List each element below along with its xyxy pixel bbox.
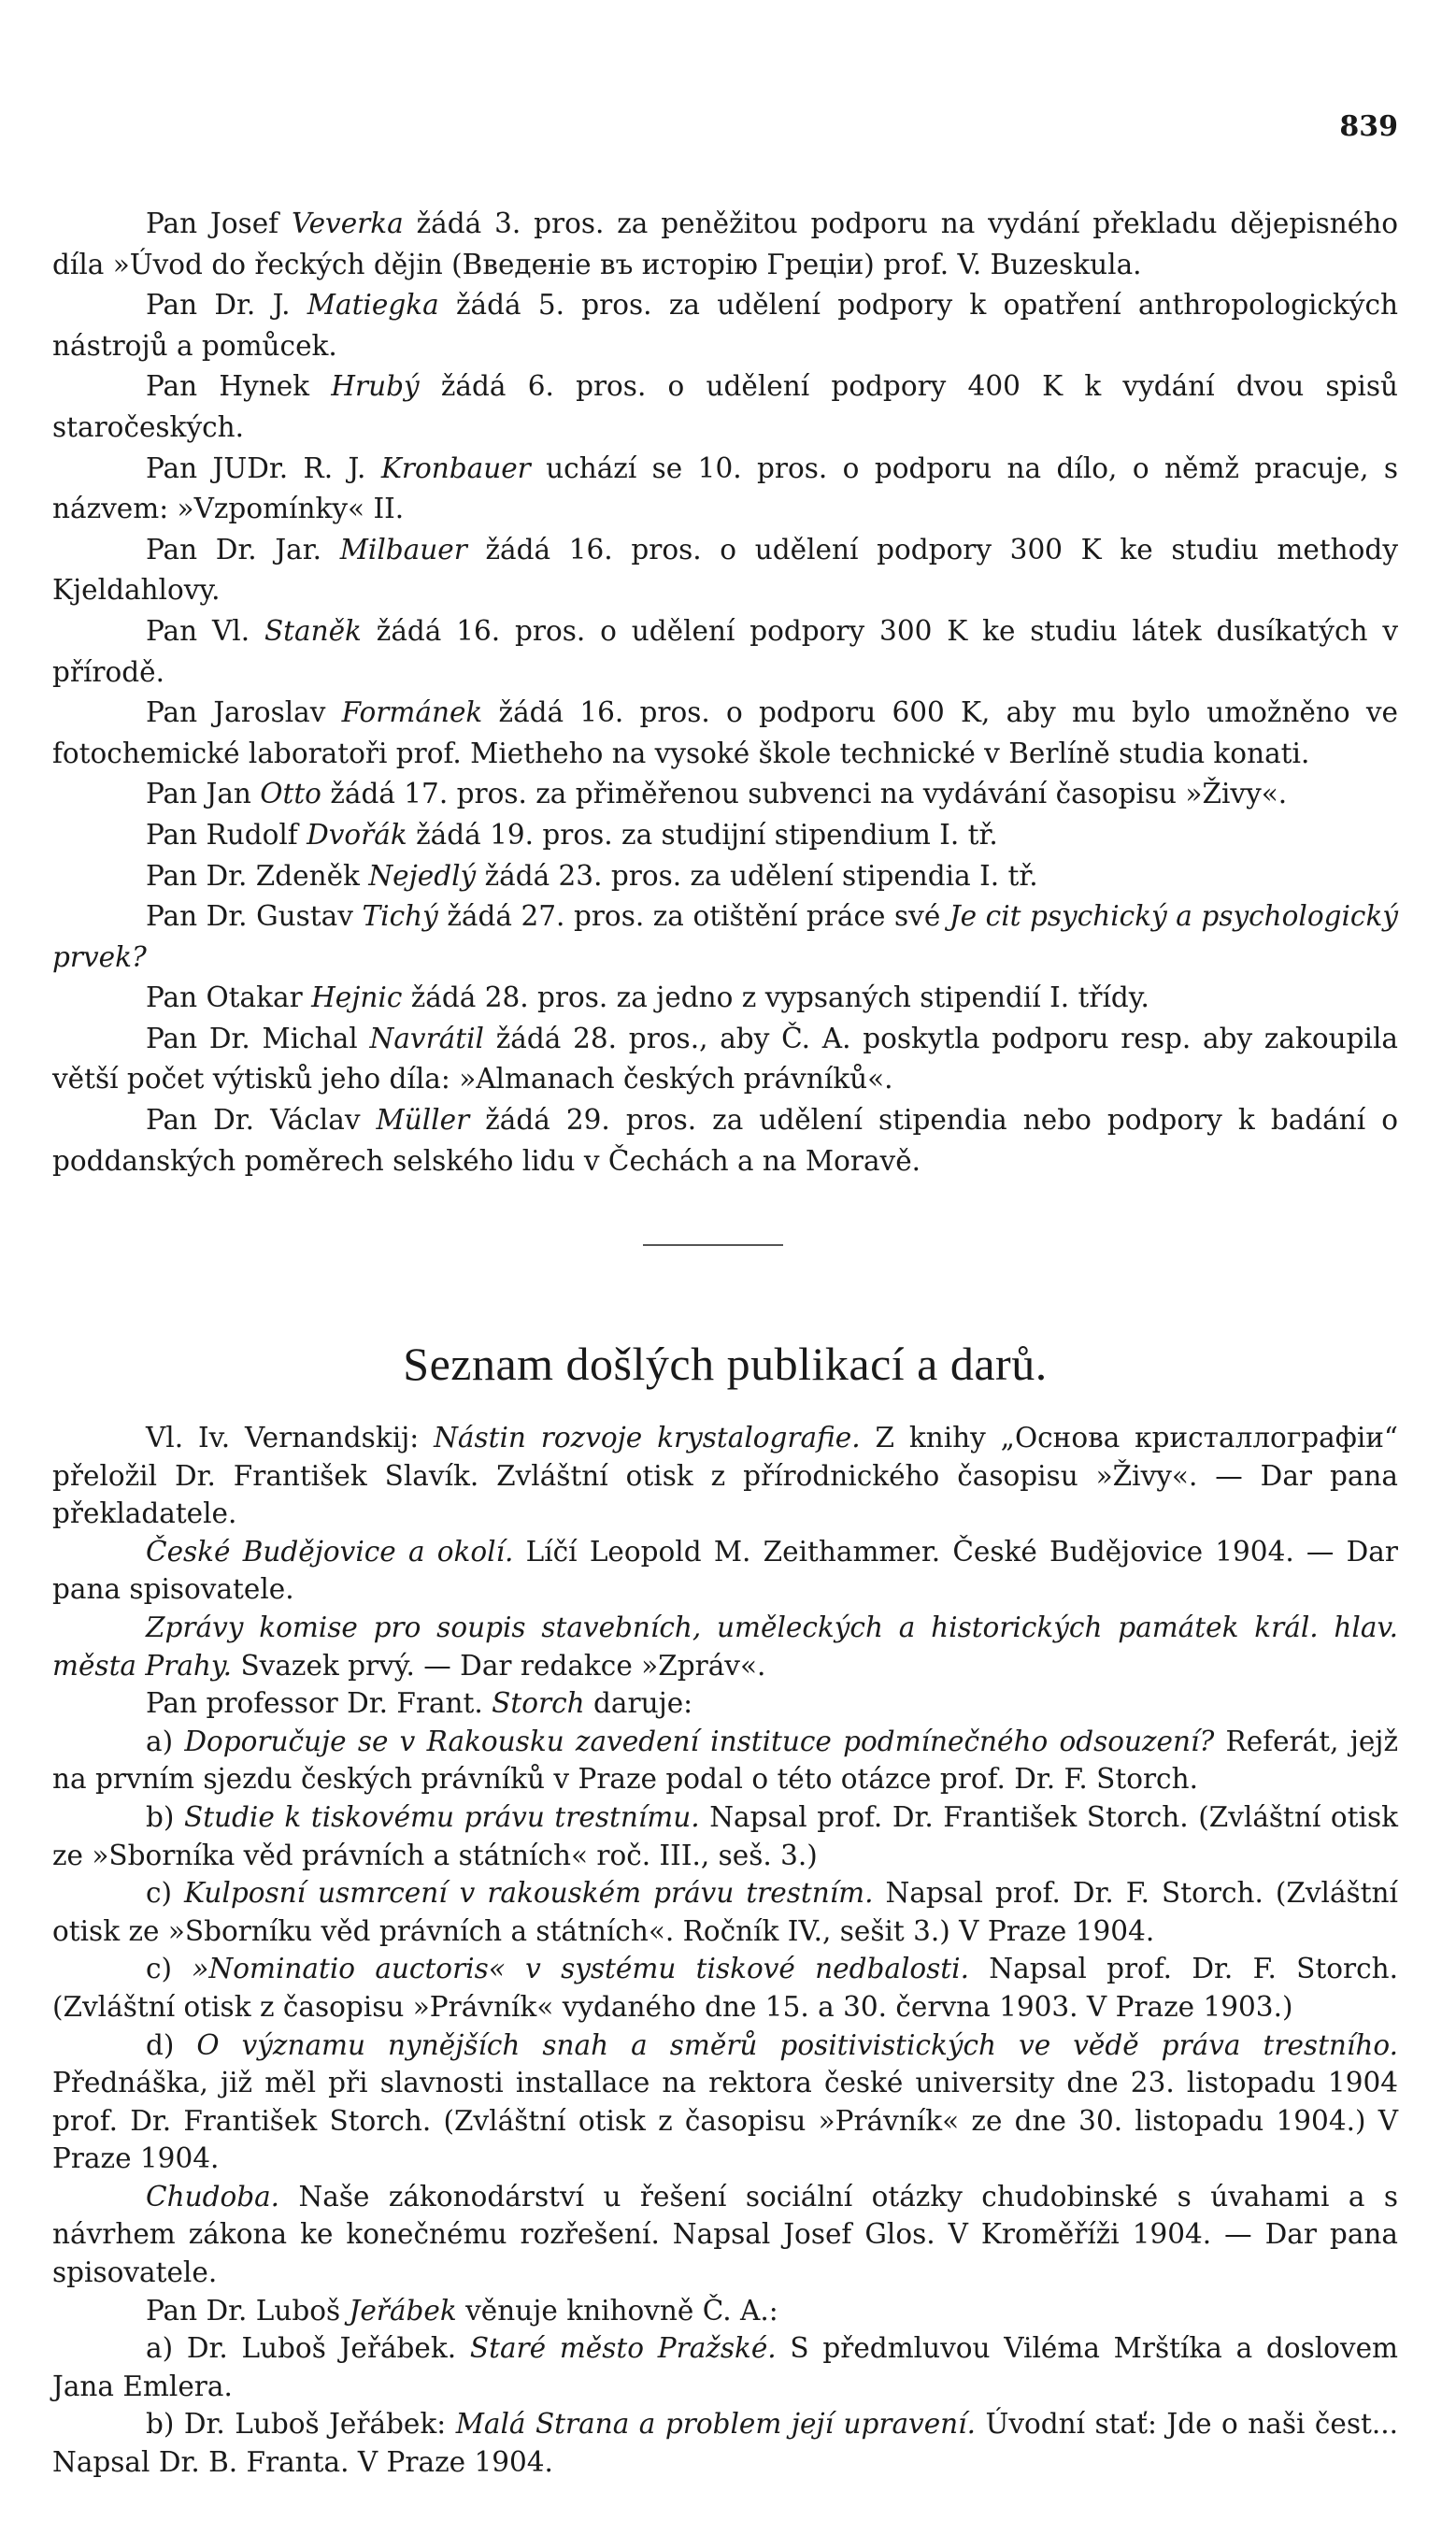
publication-entry: a) Doporučuje se v Rakousku zavedení instituce podmínečného odsouzení? Referát, jejž na prvním sjezdu českých právníků v Praze podal o této otázce prof. Dr. F. Storch. xyxy=(52,1725,1398,1796)
publication-title: České Budějovice a okolí. xyxy=(146,1535,514,1568)
publication-title: Zprávy komise pro soupis stavebních, uměleckých a historických památek král. hlav. města Prahy. xyxy=(52,1611,1398,1682)
publication-entry: Pan Dr. Luboš Jeřábek věnuje knihovně Č. A.: xyxy=(146,2294,778,2327)
person-name: Dvořák xyxy=(307,818,407,851)
person-name: Müller xyxy=(376,1104,470,1137)
request-entry: Pan Josef Veverka žádá 3. pros. za peněžitou podporu na vydání překladu dějepisného díla »Úvod do řeckých dějin (Введеніе въ исторію Греціи) prof. V. Buzeskula. xyxy=(52,208,1399,280)
publication-entry: Pan professor Dr. Frant. Storch daruje: xyxy=(146,1687,693,1720)
publication-title: Storch xyxy=(492,1687,585,1720)
request-entry: Pan Jan Otto žádá 17. pros. za přiměřenou subvenci na vydávání časopisu »Živy«. xyxy=(146,778,1288,810)
person-name: Tichý xyxy=(362,900,438,933)
publications-list xyxy=(52,1419,1398,2482)
publication-entry: Chudoba. Naše zákonodárství u řešení sociální otázky chudobinské s úvahami a s návrhem zákona ke konečnému rozřešení. Napsal Josef Glos. V Kroměříži 1904. — Dar pana spisovatele. xyxy=(52,2180,1398,2289)
publication-title: Staré město Pražské. xyxy=(469,2332,777,2365)
person-name: Matiegka xyxy=(307,289,439,322)
publication-title: Kulposní usmrcení v rakouském právu trestním. xyxy=(184,1877,874,1910)
person-name: Milbauer xyxy=(339,533,467,566)
person-name: Hejnic xyxy=(311,981,403,1014)
page xyxy=(52,0,1398,2535)
publication-entry: České Budějovice a okolí. Líčí Leopold M. Zeithammer. České Budějovice 1904. — Dar pana spisovatele. xyxy=(52,1535,1398,1606)
request-entry: Pan JUDr. R. J. Kronbauer uchází se 10. pros. o podporu na dílo, o němž pracuje, s názvem: »Vzpomínky« II. xyxy=(52,451,1398,525)
publication-entry: b) Studie k tiskovému právu trestnímu. Napsal prof. Dr. František Storch. (Zvláštní otisk ze »Sborníka věd právních a státních« roč. III., seš. 3.) xyxy=(52,1800,1398,1871)
publication-entry: c) Kulposní usmrcení v rakouském právu trestním. Napsal prof. Dr. F. Storch. (Zvláštní otisk ze »Sborníku věd právních a státních«. Ročník IV., sešit 3.) V Praze 1904. xyxy=(52,1877,1398,1947)
request-entry: Pan Vl. Staněk žádá 16. pros. o udělení podpory 300 K ke studiu látek dusíkatých v přírodě. xyxy=(52,614,1398,688)
request-entry: Pan Otakar Hejnic žádá 28. pros. za jedno z vypsaných stipendií I. třídy. xyxy=(146,981,1149,1014)
request-entry: Pan Dr. Václav Müller žádá 29. pros. za udělení stipendia nebo podpory k badání o poddanských poměrech selského lidu v Čechách a na Moravě. xyxy=(52,1104,1398,1177)
person-name: Nejedlý xyxy=(368,859,477,892)
request-entry: Pan Hynek Hrubý žádá 6. pros. o udělení podpory 400 K k vydání dvou spisů staročeských. xyxy=(52,370,1398,443)
section-title: Seznam došlých publikací a darů. xyxy=(403,1338,1048,1390)
request-entry: Pan Rudolf Dvořák žádá 19. pros. za studijní stipendium I. tř. xyxy=(146,818,998,851)
person-name: Staněk xyxy=(264,614,362,647)
publication-title: Chudoba. xyxy=(146,2180,280,2213)
publication-entry: Vl. Iv. Vernandskij: Nástin rozvoje krystalografie. Z knihy „Основа кристаллографіи“ přeložil Dr. František Slavík. Zvláštní otisk z přírodnického časopisu »Živy«. — Dar pana překladatele. xyxy=(52,1422,1399,1530)
request-entry: Pan Dr. J. Matiegka žádá 5. pros. za udělení podpory k opatření anthropologických nástrojů a pomůcek. xyxy=(52,289,1398,362)
person-name: Kronbauer xyxy=(380,451,531,484)
request-entry: Pan Jaroslav Formánek žádá 16. pros. o podporu 600 K, aby mu bylo umožněno ve fotochemické laboratoři prof. Mietheho na vysoké škole technické v Berlíně studia konati. xyxy=(52,696,1398,769)
request-entry: Pan Dr. Gustav Tichý žádá 27. pros. za otištění práce své Je cit psychický a psychologický prvek? xyxy=(52,900,1398,973)
publication-title: Malá Strana a problem její upravení. xyxy=(455,2408,976,2441)
request-entry: Pan Dr. Jar. Milbauer žádá 16. pros. o udělení podpory 300 K ke studiu methody Kjeldahlovy. xyxy=(52,533,1398,607)
work-title: Je cit psychický a psychologický prvek? xyxy=(52,900,1398,973)
publication-title: »Nominatio auctoris« v systému tiskové nedbalosti. xyxy=(192,1953,969,1985)
publication-entry: Zprávy komise pro soupis stavebních, uměleckých a historických památek král. hlav. města Prahy. Svazek prvý. — Dar redakce »Zpráv«. xyxy=(52,1611,1398,1682)
request-entry: Pan Dr. Zdeněk Nejedlý žádá 23. pros. za udělení stipendia I. tř. xyxy=(146,859,1038,892)
page-number: 839 xyxy=(1339,110,1398,143)
publication-title: Doporučuje se v Rakousku zavedení instituce podmínečného odsouzení? xyxy=(184,1725,1215,1757)
requests-list xyxy=(52,204,1398,1182)
publication-title: Jeřábek xyxy=(349,2294,457,2327)
publication-entry: d) O významu nynějších snah a směrů positivistických ve vědě práva trestního. Přednáška, již měl při slavnosti installace na rektora české university dne 23. listopadu 1904 prof. Dr. František Storch. (Zvláštní otisk z časopisu »Právník« ze dne 30. listopadu 1904.) V Praze 1904. xyxy=(52,2028,1398,2175)
person-name: Veverka xyxy=(291,208,404,239)
publication-entry: c) »Nominatio auctoris« v systému tiskové nedbalosti. Napsal prof. Dr. F. Storch. (Zvláštní otisk z časopisu »Právník« vydaného dne 15. a 30. června 1903. V Praze 1903.) xyxy=(52,1953,1398,2023)
request-entry: Pan Dr. Michal Navrátil žádá 28. pros., aby Č. A. poskytla podporu resp. aby zakoupila větší počet výtisků jeho díla: »Almanach českých právníků«. xyxy=(52,1022,1398,1096)
person-name: Hrubý xyxy=(331,370,420,403)
publication-title: Nástin rozvoje krystalografie. xyxy=(434,1422,861,1454)
publication-title: O významu nynějších snah a směrů positivistických ve vědě práva trestního. xyxy=(196,2028,1398,2061)
section-divider xyxy=(643,1244,783,1246)
person-name: Navrátil xyxy=(369,1022,484,1054)
publication-entry: b) Dr. Luboš Jeřábek: Malá Strana a problem její upravení. Úvodní stať: Jde o naši čest... Napsal Dr. B. Franta. V Praze 1904. xyxy=(52,2408,1398,2479)
person-name: Otto xyxy=(260,778,321,810)
person-name: Formánek xyxy=(341,696,483,729)
publication-entry: a) Dr. Luboš Jeřábek. Staré město Pražské. S předmluvou Viléma Mrštíka a doslovem Jana Emlera. xyxy=(52,2332,1399,2402)
publication-title: Studie k tiskovému právu trestnímu. xyxy=(183,1800,700,1833)
